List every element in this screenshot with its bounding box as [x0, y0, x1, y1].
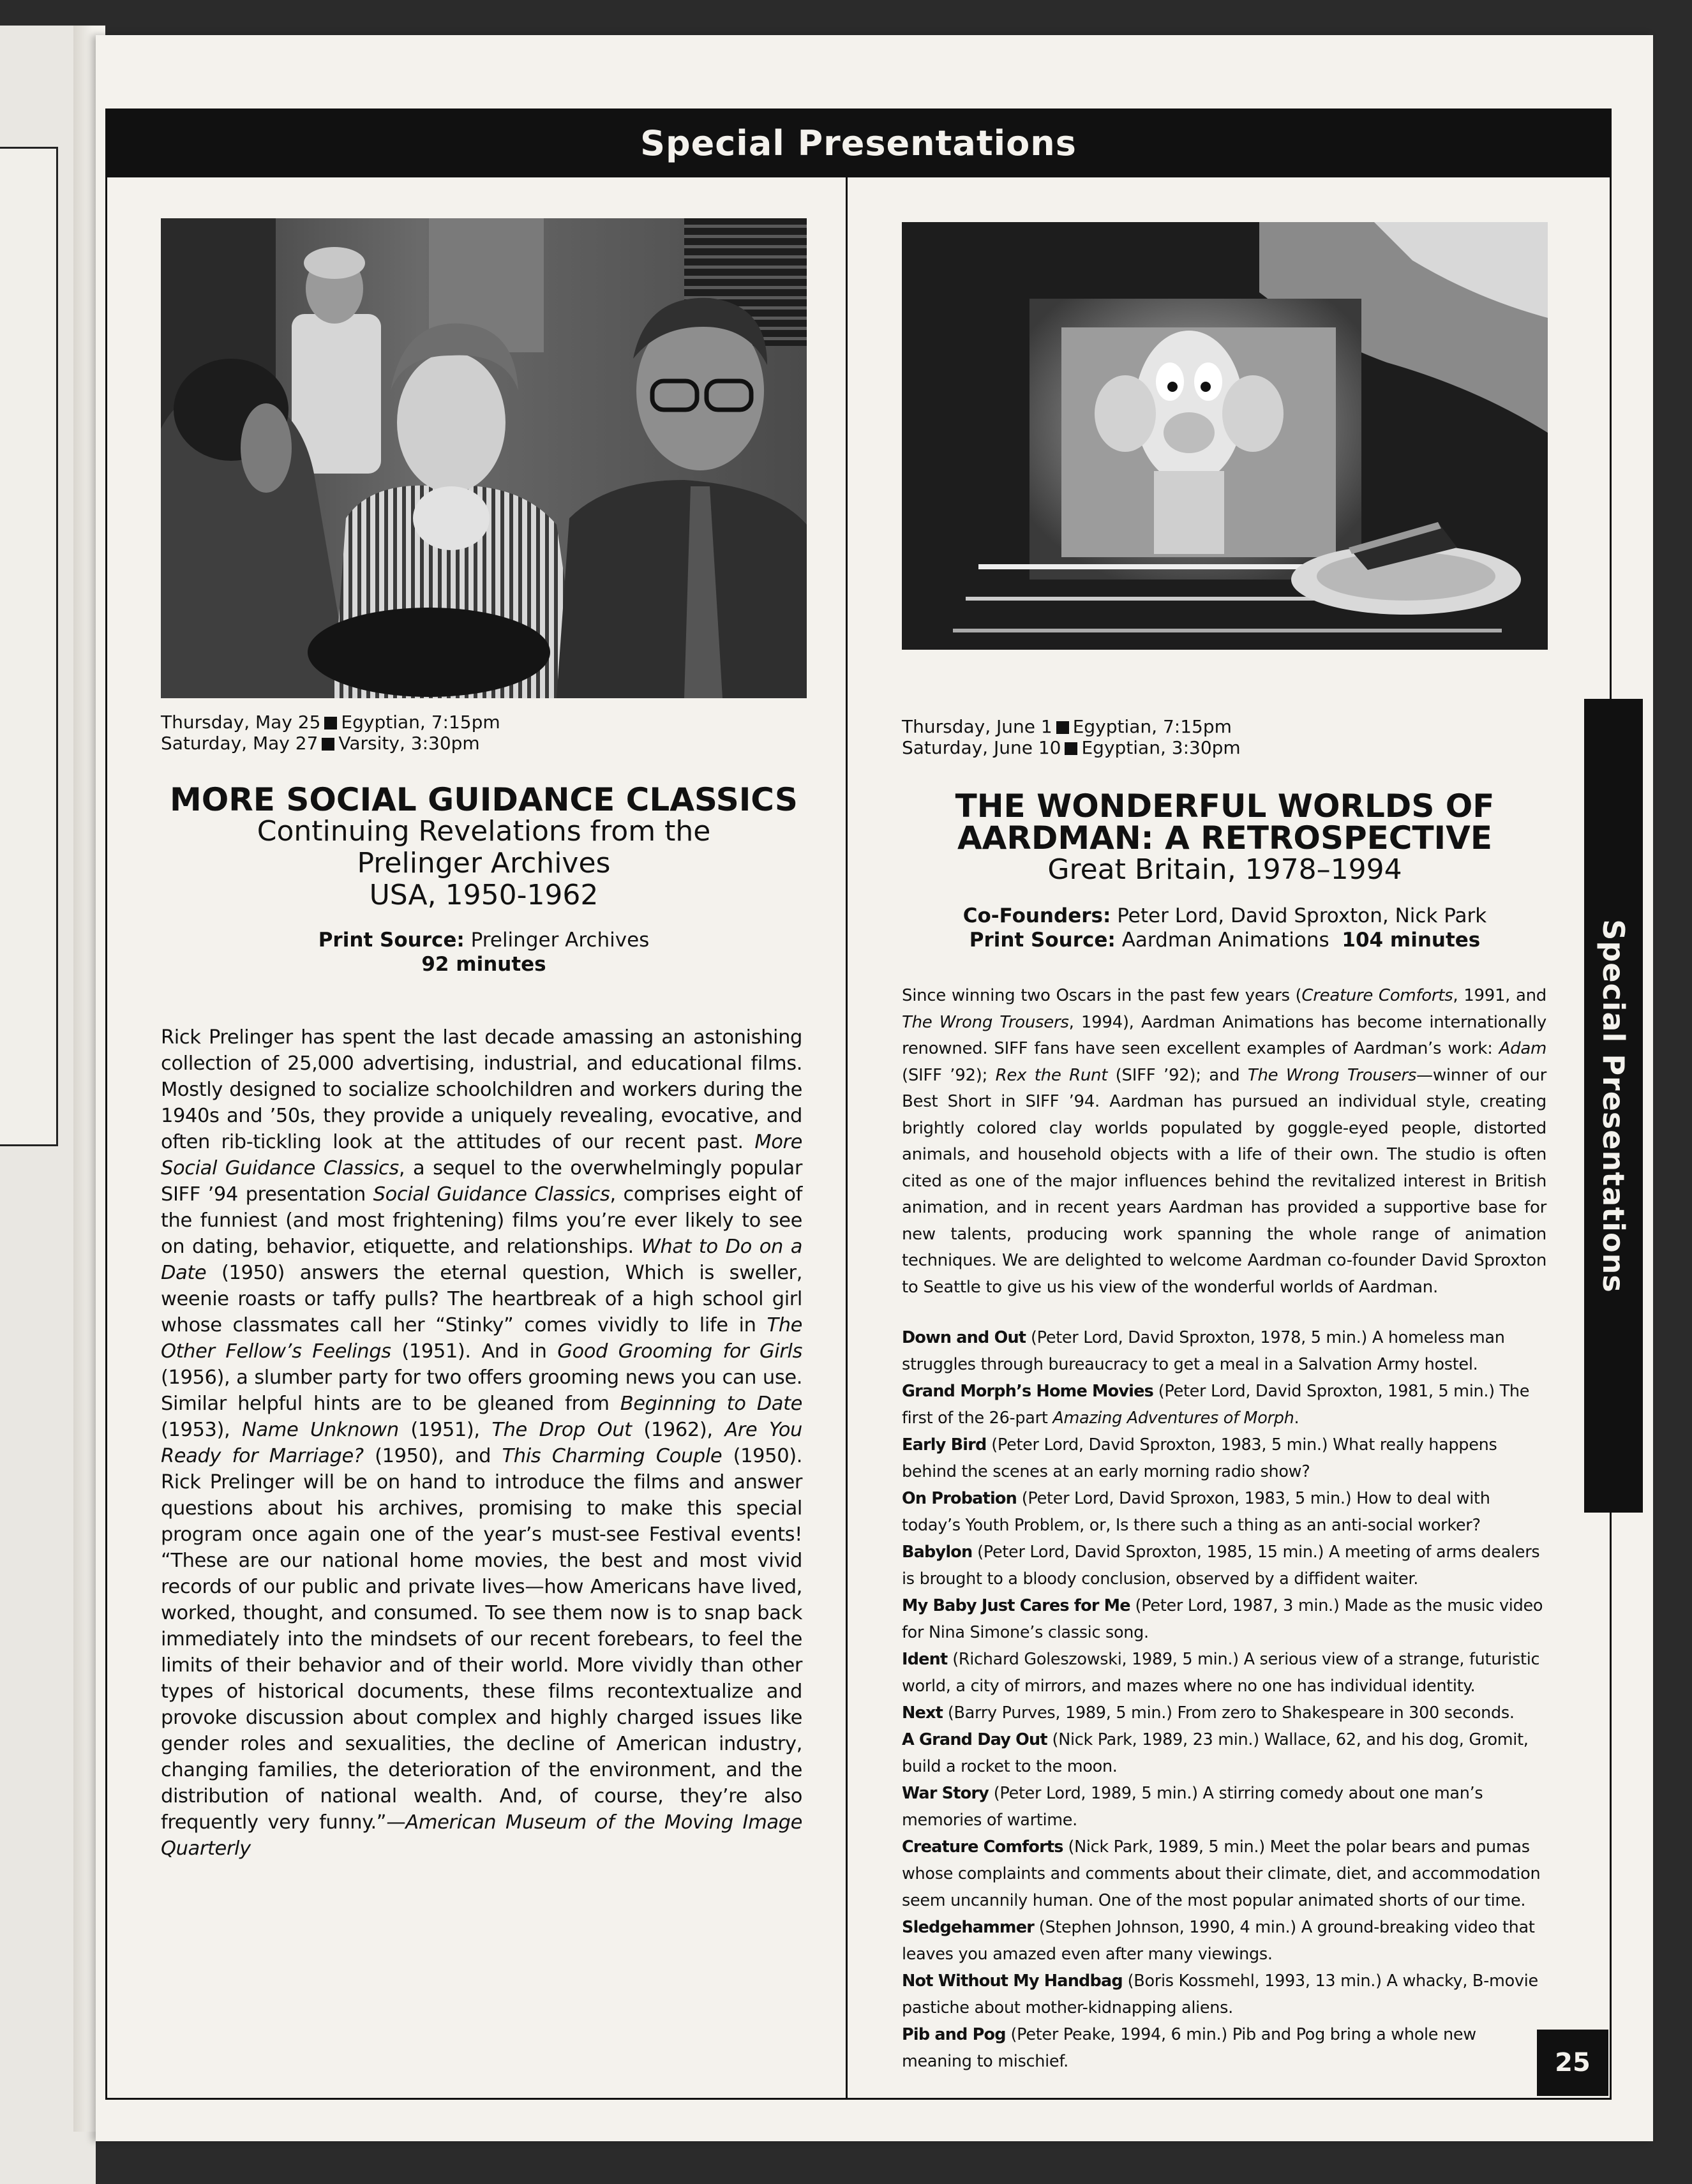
left-italic-title: What to Do on a Date: [161, 1236, 802, 1284]
film-description: (Peter Lord, David Sproxton, 1978, 5 min.) A homeless man struggles through bureaucracy to get a meal in a Salvation Army hostel.: [902, 1328, 1505, 1374]
left-film-title: MORE SOCIAL GUIDANCE CLASSICS: [170, 781, 798, 818]
film-description: (Peter Lord, David Sproxon, 1983, 5 min.) How to deal with today’s Youth Problem, or, Is there such a thing as an anti-social worker?: [902, 1489, 1490, 1535]
square-bullet-icon: [1065, 742, 1077, 755]
left-italic-title: Name Unknown: [241, 1419, 399, 1441]
film-description: (Barry Purves, 1989, 5 min.) From zero to Shakespeare in 300 seconds.: [943, 1703, 1515, 1723]
right-description: [902, 983, 1546, 1301]
left-subtitle-1: Continuing Revelations from the: [257, 815, 711, 848]
right-schedule-line-1: Thursday, June 1 Egyptian, 7:15pm: [902, 716, 1232, 737]
left-italic-title: American Museum of the Moving Image Quarterly: [161, 1811, 802, 1860]
film-list-item: [902, 1432, 1548, 1485]
right-text: , 1991, and: [1453, 986, 1546, 1005]
film-description: (Peter Peake, 1994, 6 min.) Pib and Pog bring a whole new meaning to mischief.: [902, 2025, 1476, 2071]
film-list-item: [902, 1726, 1548, 1780]
right-title-block: [902, 790, 1548, 952]
side-tab-label: Special Presentations: [1596, 918, 1631, 1293]
film-description: (Boris Kossmehl, 1993, 13 min.) A whacky, B-movie pastiche about mother-kidnapping aliens.: [902, 1971, 1538, 2017]
film-description: (Peter Lord, David Sproxton, 1981, 5 min.) The first of the 26-part: [902, 1382, 1530, 1428]
film-still-aardman: [902, 222, 1548, 650]
column-divider: [846, 177, 848, 2100]
left-schedule-line-2: Saturday, May 27 Varsity, 3:30pm: [161, 733, 480, 754]
section-header-title: Special Presentations: [640, 123, 1077, 163]
film-still-social-guidance: [161, 218, 807, 698]
film-list-item: [902, 1780, 1548, 1834]
left-italic-title: Social Guidance Classics: [373, 1183, 610, 1206]
left-text: (1951). And in: [391, 1340, 558, 1363]
film-name: Pib and Pog: [902, 2025, 1006, 2044]
film-name: My Baby Just Cares for Me: [902, 1596, 1130, 1615]
square-bullet-icon: [322, 738, 334, 751]
film-name: Sledgehammer: [902, 1918, 1034, 1937]
left-italic-title: The Other Fellow’s Feelings: [161, 1314, 802, 1363]
film-list-item: [902, 1539, 1548, 1592]
film-description: (Nick Park, 1989, 5 min.) Meet the polar bears and pumas whose complaints and comments about their climate, diet, and accommodation seem uncannily human. One of the most popular animated shorts of our time.: [902, 1837, 1541, 1910]
left-text: (1953),: [161, 1419, 242, 1441]
right-italic-title: Rex the Runt: [995, 1065, 1108, 1085]
film-list-item: [902, 1914, 1548, 1968]
film-name: Ident: [902, 1650, 948, 1669]
film-list-item: [902, 1968, 1548, 2021]
film-series-title: Amazing Adventures of Morph: [1052, 1409, 1294, 1428]
film-list-item: [902, 1592, 1548, 1646]
left-schedule-line-1: Thursday, May 25 Egyptian, 7:15pm: [161, 712, 500, 733]
film-still-aardman-image: [902, 222, 1548, 650]
right-text: Since winning two Oscars in the past few years (: [902, 986, 1302, 1005]
film-name: Not Without My Handbag: [902, 1971, 1123, 1991]
side-tab: [1584, 699, 1643, 1513]
film-list-item: [902, 2021, 1548, 2075]
right-subtitle: Great Britain, 1978–1994: [1047, 853, 1402, 886]
left-subtitle-2: Prelinger Archives: [357, 847, 611, 879]
film-list-item: [902, 1646, 1548, 1700]
right-film-title-2: AARDMAN: A RETROSPECTIVE: [957, 819, 1493, 856]
film-name: Down and Out: [902, 1328, 1026, 1347]
left-text: (1950). Rick Prelinger will be on hand to introduce the films and answer questions about his archives, promising to make this special program once again one of the year’s must-see Festival events! “These are our national home movies, the best and most vivid records of our public and private lives—how Americans have lived, worked, thought, and consumed. To see them now is to snap back immediately into the mindsets of our recent forebears, to feel the limits of their behavior and of their world. More vividly than other types of historical documents, these films recontextualize and provoke discussion about complex and highly charged issues like gender roles and sexualities, the decline of American industry, changing families, the deterioration of the environment, and the distribution of national wealth. And, of course, they’re also frequently very funny.”—: [161, 1445, 802, 1834]
left-schedule: [161, 712, 500, 754]
film-description: (Peter Lord, 1987, 3 min.) Made as the music video for Nina Simone’s classic song.: [902, 1596, 1543, 1642]
page-number: 25: [1537, 2030, 1608, 2096]
right-italic-title: Creature Comforts: [1301, 986, 1453, 1005]
right-text: (SIFF ’92); and: [1107, 1065, 1248, 1085]
film-description: (Peter Lord, David Sproxton, 1985, 15 min.) A meeting of arms dealers is brought to a bloody conclusion, observed by a diffident waiter.: [902, 1543, 1540, 1589]
film-description: (Richard Goleszowski, 1989, 5 min.) A serious view of a strange, futuristic world, a city of mirrors, and mazes where no one has individual identity.: [902, 1650, 1540, 1696]
right-italic-title: Adam: [1499, 1039, 1546, 1058]
film-name: Creature Comforts: [902, 1837, 1063, 1857]
film-list-item: [902, 1700, 1548, 1726]
left-title-block: [161, 781, 807, 976]
right-text: , 1994), Aardman Animations has become internationally renowned. SIFF fans have seen excellent examples of Aardman’s work:: [902, 1012, 1546, 1058]
right-text: —winner of our Best Short in SIFF ’94. Aardman has pursued an individual style, creating brightly colored clay worlds populated by goggle-eyed people, distorted animals, and household objects with a life of their own. The studio is often cited as one of the major influences behind the revitalized interest in British animation, and in recent years Aardman has provided a supportive base for new talents, producing work spanning the whole range of animation techniques. We are delighted to welcome Aardman co-founder David Sproxton to Seattle to give us his view of the wonderful worlds of Aardman.: [902, 1065, 1546, 1297]
left-text: (1951),: [398, 1419, 492, 1441]
film-name: Next: [902, 1703, 943, 1723]
left-text: (1950) answers the eternal question, Which is sweller, weenie roasts or taffy pulls? The heartbreak of a high school girl whose classmates call her “Stinky” comes vividly to life in: [161, 1262, 802, 1336]
left-italic-title: Good Grooming for Girls: [557, 1340, 802, 1363]
film-still-social-guidance-image: [161, 218, 807, 698]
left-text: (1962),: [631, 1419, 725, 1441]
film-list-item: [902, 1834, 1548, 1914]
left-runtime: 92 minutes: [421, 953, 546, 976]
section-header: [105, 108, 1612, 177]
film-list-item: [902, 1378, 1548, 1432]
film-description: (Peter Lord, 1989, 5 min.) A stirring comedy about one man’s memories of wartime.: [902, 1784, 1483, 1830]
right-schedule-line-2: Saturday, June 10 Egyptian, 3:30pm: [902, 737, 1241, 758]
film-name: On Probation: [902, 1489, 1017, 1508]
right-film-title-1: THE WONDERFUL WORLDS OF: [955, 788, 1495, 825]
left-subtitle-3: USA, 1950-1962: [369, 879, 599, 911]
right-print-source: Print Source: Aardman Animations 104 minutes: [969, 929, 1481, 952]
film-name: Early Bird: [902, 1435, 987, 1455]
left-italic-title: Are You Ready for Marriage?: [161, 1419, 802, 1467]
film-name: War Story: [902, 1784, 989, 1803]
film-list: [902, 1324, 1548, 2075]
left-italic-title: More Social Guidance Classics: [161, 1131, 802, 1179]
facing-page-box: [0, 147, 58, 1146]
left-italic-title: This Charming Couple: [502, 1445, 722, 1467]
film-name: Grand Morph’s Home Movies: [902, 1382, 1153, 1401]
square-bullet-icon: [324, 717, 337, 729]
right-italic-title: The Wrong Trousers: [1247, 1065, 1417, 1085]
film-name: A Grand Day Out: [902, 1730, 1047, 1749]
film-description: (Nick Park, 1989, 23 min.) Wallace, 62, and his dog, Gromit, build a rocket to the moon.: [902, 1730, 1529, 1776]
film-description: (Stephen Johnson, 1990, 4 min.) A ground-breaking video that leaves you amazed even after many viewings.: [902, 1918, 1535, 1964]
left-italic-title: The Drop Out: [491, 1419, 632, 1441]
right-text: (SIFF ’92);: [902, 1065, 996, 1085]
left-text: Rick Prelinger has spent the last decade amassing an astonishing collection of 25,000 advertising, industrial, and educational films. Mostly designed to socialize schoolchildren and workers during the 1940s and ’50s, they provide a uniquely revealing, evocative, and often rib-tickling look at the attitudes of our recent past.: [161, 1026, 802, 1153]
film-description-tail: .: [1294, 1409, 1299, 1428]
left-description: [161, 1024, 802, 1862]
film-name: Babylon: [902, 1543, 973, 1562]
left-italic-title: Beginning to Date: [620, 1393, 802, 1415]
right-cofounders: Co-Founders: Peter Lord, David Sproxton, Nick Park: [962, 904, 1487, 927]
left-text: , comprises eight of the funniest (and most frightening) films you’re ever likely to see on dating, behavior, etiquette, and relationships.: [161, 1183, 802, 1258]
left-text: (1956), a slumber party for two offers grooming news you can use. Similar helpful hints are to be gleaned from: [161, 1366, 802, 1415]
film-list-item: [902, 1324, 1548, 1378]
square-bullet-icon: [1056, 721, 1069, 734]
left-text: , a sequel to the overwhelmingly popular SIFF ’94 presentation: [161, 1157, 802, 1206]
film-description: (Peter Lord, David Sproxton, 1983, 5 min.) What really happens behind the scenes at an early morning radio show?: [902, 1435, 1497, 1481]
right-italic-title: The Wrong Trousers: [902, 1012, 1069, 1032]
left-text: (1950), and: [363, 1445, 502, 1467]
right-schedule: [902, 716, 1241, 758]
left-print-source: Print Source: Prelinger Archives: [318, 929, 650, 952]
film-list-item: [902, 1485, 1548, 1539]
